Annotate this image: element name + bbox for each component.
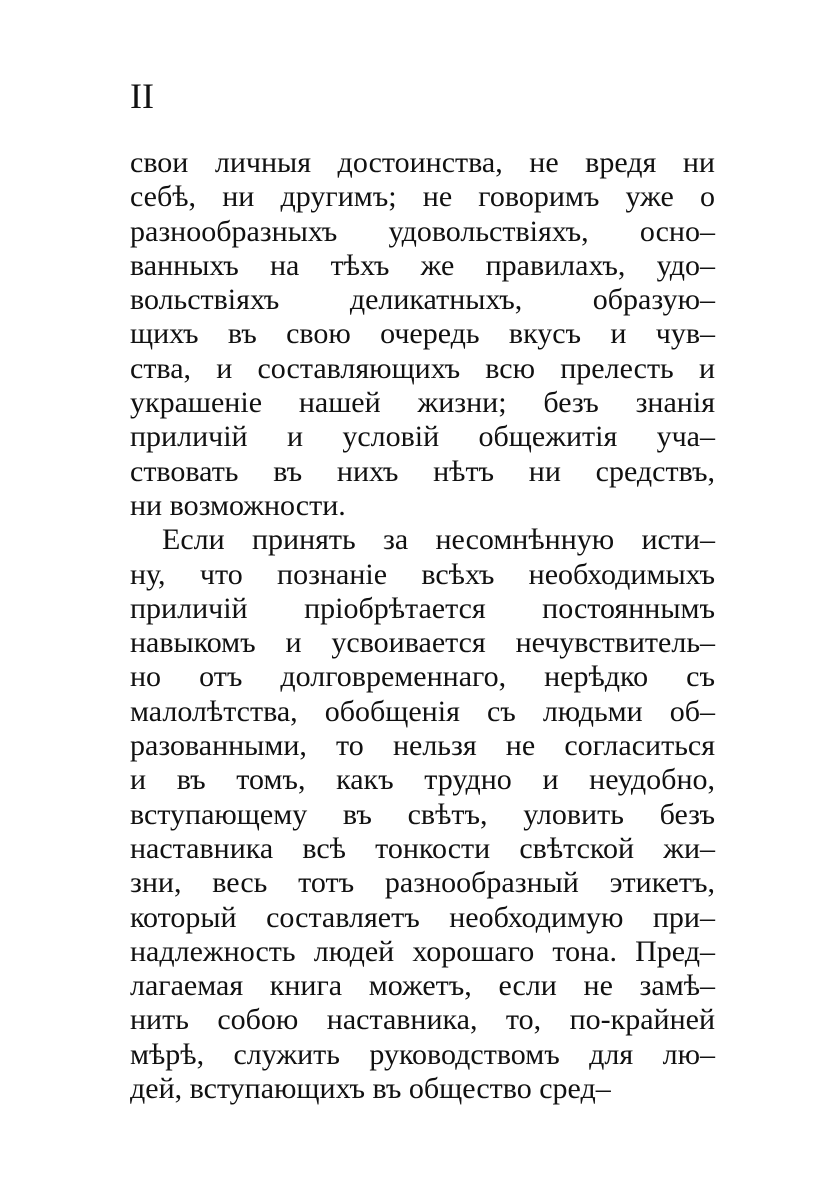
text-line: лагаемая книга можетъ, если не замѣ–: [130, 969, 715, 1003]
text-line: и въ томъ, какъ трудно и неудобно,: [130, 763, 715, 797]
text-line: Если принять за несомнѣнную исти–: [162, 523, 715, 557]
text-line: зни, весь тотъ разнообразный этикетъ,: [130, 866, 715, 900]
text-line: приличій и условій общежитія уча–: [130, 420, 715, 454]
text-line: щихъ въ свою очередь вкусъ и чув–: [130, 317, 715, 351]
text-line: вступающему въ свѣтъ, уловить безъ: [130, 797, 715, 831]
text-line: но отъ долговременнаго, нерѣдко съ: [130, 660, 715, 694]
text-line: разованными, то нельзя не согласиться: [130, 729, 715, 763]
text-line: надлежность людей хорошаго тона. Пред–: [130, 934, 715, 968]
text-line: украшеніе нашей жизни; безъ знанія: [130, 386, 715, 420]
text-line: дей, вступающихъ въ общество сред–: [130, 1072, 611, 1106]
paragraph: [130, 146, 715, 523]
body-text: [130, 146, 715, 1106]
text-line: себѣ, ни другимъ; не говоримъ уже о: [130, 180, 715, 214]
text-line: вольствіяхъ деликатныхъ, образую–: [130, 283, 715, 317]
text-line: ствовать въ нихъ нѣтъ ни средствъ,: [130, 454, 715, 488]
text-line: приличій пріобрѣтается постояннымъ: [130, 591, 715, 625]
text-line: наставника всѣ тонкости свѣтской жи–: [130, 831, 715, 865]
text-line: малолѣтства, обобщенія съ людьми об–: [130, 694, 715, 728]
page-number: II: [130, 76, 154, 116]
text-line: ну, что познаніе всѣхъ необходимыхъ: [130, 557, 715, 591]
text-line: навыкомъ и усвоивается нечувствитель–: [130, 626, 715, 660]
text-line: мѣрѣ, служить руководствомъ для лю–: [130, 1037, 715, 1071]
text-line: разнообразныхъ удовольствіяхъ, осно–: [130, 214, 715, 248]
text-line: ства, и составляющихъ всю прелесть и: [130, 351, 715, 385]
text-line: ванныхъ на тѣхъ же правилахъ, удо–: [130, 248, 715, 282]
text-line: свои личныя достоинства, не вредя ни: [130, 146, 715, 179]
paragraph: [130, 523, 715, 1106]
text-line: который составляетъ необходимую при–: [130, 900, 715, 934]
text-line: нить собою наставника, то, по-крайней: [130, 1003, 715, 1037]
text-line: ни возможности.: [130, 488, 346, 522]
